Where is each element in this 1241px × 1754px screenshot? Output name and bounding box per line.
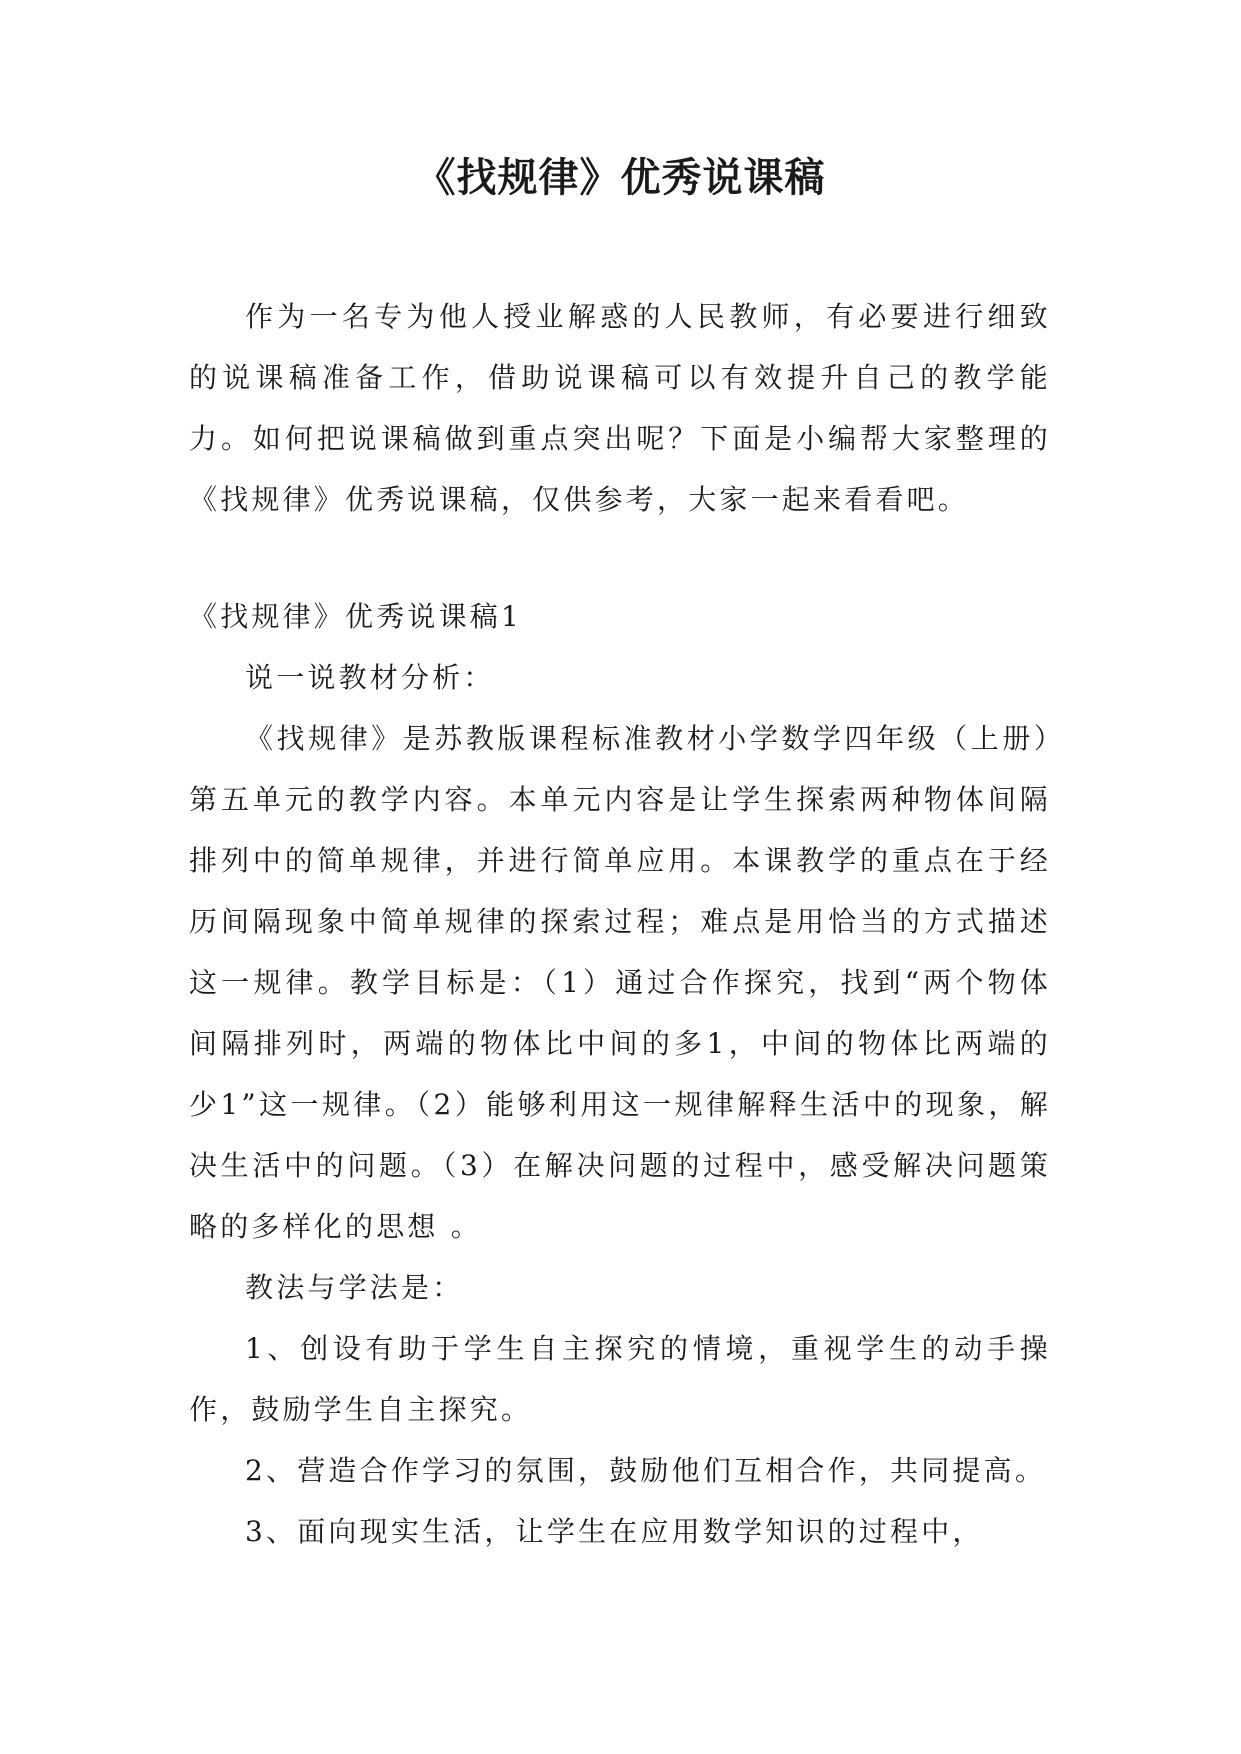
paragraph-textbook-analysis: 《找规律》是苏教版课程标准教材小学数学四年级（上册）第五单元的教学内容。本单元内容是让学生探索两种物体间隔排列中的简单规律，并进行简单应用。本课教学的重点在于经历间隔现象中简单规律的探索过程；难点是用恰当的方式描述这一规律。教学目标是：（1）通过合作探究，找到“两个物体间隔排列时，两端的物体比中间的多1，中间的物体比两端的少1”这一规律。（2）能够利用这一规律解释生活中的现象，解决生活中的问题。（3）在解决问题的过程中，感受解决问题策略的多样化的思想 。	[189, 722, 1051, 1243]
document-body	[189, 286, 1051, 1562]
paragraph-method-3: 3、面向现实生活，让学生在应用数学知识的过程中，	[245, 1515, 984, 1548]
intro-paragraph: 作为一名专为他人授业解惑的人民教师，有必要进行细致的说课稿准备工作，借助说课稿可以有效提升自己的教学能力。如何把说课稿做到重点突出呢？下面是小编帮大家整理的《找规律》优秀说课稿，仅供参考，大家一起来看看吧。	[189, 300, 1051, 516]
section-heading: 《找规律》优秀说课稿1	[189, 600, 523, 633]
document-title: 《找规律》优秀说课稿	[415, 155, 826, 201]
paragraph-method-1: 1、创设有助于学生自主探究的情境，重视学生的动手操作，鼓励学生自主探究。	[189, 1332, 1051, 1426]
paragraph-textbook-analysis-label: 说一说教材分析：	[245, 661, 495, 694]
paragraph-methods-label: 教法与学法是：	[245, 1271, 464, 1304]
paragraph-method-2: 2、营造合作学习的氛围，鼓励他们互相合作，共同提高。	[245, 1454, 1047, 1487]
